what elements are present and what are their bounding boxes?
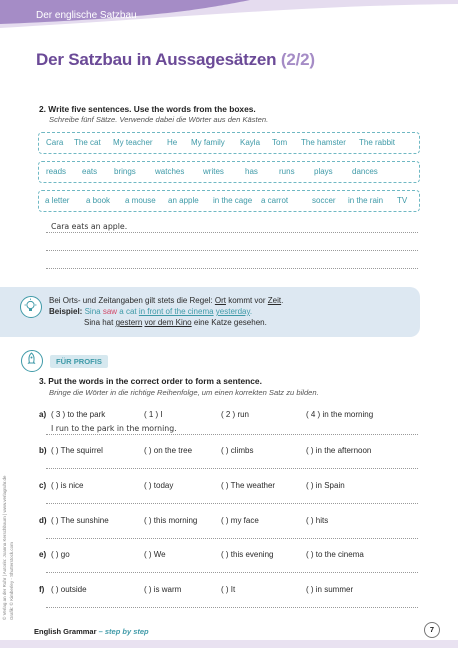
footer-stripe xyxy=(0,640,458,648)
rule-example-verb: saw xyxy=(102,307,118,316)
rule-text: . xyxy=(281,296,284,305)
word-chip: a mouse xyxy=(125,196,156,205)
page-title-part: (2/2) xyxy=(280,50,315,69)
word-chip: a carrot xyxy=(261,196,289,205)
page-number: 7 xyxy=(424,622,440,638)
word-chip: eats xyxy=(82,167,98,176)
rule-example-time: yesterday xyxy=(215,307,250,316)
word-chip: My family xyxy=(191,138,225,147)
word-chip: Kayla xyxy=(240,138,261,147)
word-item[interactable]: ( ) this morning xyxy=(144,516,198,525)
word-chip: brings xyxy=(114,167,136,176)
rule-line xyxy=(49,296,283,305)
word-item[interactable]: ( 3 ) to the park xyxy=(51,410,106,419)
answer-line[interactable] xyxy=(46,250,418,251)
copyright-text: © Verlag an der Ruhr | Autorin: Joanna Kerschbaum | www.verlagruhr.de xyxy=(2,475,7,620)
rule-example-place: vor dem Kino xyxy=(144,318,192,327)
exercise-3-title: 3. Put the words in the correct order to form a sentence. xyxy=(39,376,262,386)
word-item[interactable]: ( ) in the afternoon xyxy=(306,446,372,455)
word-item[interactable]: ( ) The squirrel xyxy=(51,446,103,455)
word-item[interactable]: ( ) my face xyxy=(221,516,259,525)
header-bar xyxy=(0,0,458,28)
word-chip: in the rain xyxy=(348,196,384,205)
row-letter: c) xyxy=(39,481,47,490)
word-item[interactable]: ( 4 ) in the morning xyxy=(306,410,374,419)
answer-line[interactable] xyxy=(46,503,418,504)
word-chip: an apple xyxy=(168,196,199,205)
word-item[interactable]: ( 2 ) run xyxy=(221,410,250,419)
rule-example-en xyxy=(49,307,252,316)
answer-line[interactable] xyxy=(46,468,418,469)
word-chip: My teacher xyxy=(113,138,153,147)
word-chip: has xyxy=(245,167,258,176)
example-answer: I run to the park in the morning. xyxy=(51,424,177,433)
word-item[interactable]: ( ) is nice xyxy=(51,481,84,490)
word-chip: Tom xyxy=(272,138,288,147)
answer-line[interactable] xyxy=(46,434,418,435)
rule-text: kommt vor xyxy=(225,296,268,305)
word-chip: The hamster xyxy=(301,138,346,147)
example-answer: Cara eats an apple. xyxy=(51,222,128,231)
rule-example-de xyxy=(84,318,267,327)
row-letter: e) xyxy=(39,550,47,559)
word-chip: writes xyxy=(203,167,224,176)
word-chip: He xyxy=(167,138,178,147)
credit-text: Grafik: © Kimberley - Shutterstock.com xyxy=(9,542,14,620)
word-box-verbs xyxy=(38,161,420,183)
rule-ort: Ort xyxy=(214,296,226,305)
word-item[interactable]: ( ) this evening xyxy=(221,550,274,559)
word-chip: The rabbit xyxy=(359,138,396,147)
footer-brand-name: English Grammar xyxy=(34,627,97,636)
word-item[interactable]: ( ) to the cinema xyxy=(306,550,364,559)
word-chip: dances xyxy=(352,167,378,176)
rule-example-text: eine Katze gesehen. xyxy=(191,318,267,327)
word-item[interactable]: ( ) go xyxy=(51,550,70,559)
word-item[interactable]: ( 1 ) I xyxy=(144,410,163,419)
row-letter: b) xyxy=(39,446,47,455)
rule-zeit: Zeit xyxy=(267,296,282,305)
exercise-2-subtitle: Schreibe fünf Sätze. Verwende dabei die Wörter aus den Kästen. xyxy=(49,115,269,124)
word-item[interactable]: ( ) today xyxy=(144,481,174,490)
footer-tagline: step by step xyxy=(104,627,149,636)
lightbulb-icon xyxy=(20,296,42,318)
section-label: Der englische Satzbau xyxy=(36,10,137,21)
word-chip: plays xyxy=(314,167,333,176)
word-item[interactable]: ( ) climbs xyxy=(221,446,254,455)
rocket-icon xyxy=(21,350,43,372)
word-chip: in the cage xyxy=(213,196,253,205)
word-box-subjects xyxy=(38,132,420,154)
rule-example-text: a cat xyxy=(117,307,139,316)
word-chip: watches xyxy=(155,167,185,176)
word-item[interactable]: ( ) in summer xyxy=(306,585,354,594)
lightbulb-icon-svg xyxy=(21,297,40,316)
word-chip: reads xyxy=(46,167,67,176)
row-letter: d) xyxy=(39,516,47,525)
word-item[interactable]: ( ) The sunshine xyxy=(51,516,109,525)
answer-line[interactable] xyxy=(46,232,418,233)
rule-example-place: in front of the cinema xyxy=(138,307,214,316)
profis-badge: FÜR PROFIS xyxy=(50,355,108,368)
answer-line[interactable] xyxy=(46,572,418,573)
word-item[interactable]: ( ) on the tree xyxy=(144,446,193,455)
word-box-objects xyxy=(38,190,420,212)
footer-dash: – xyxy=(96,627,105,636)
rule-text: Bei Orts- und Zeitangaben gilt stets die Regel: xyxy=(49,296,215,305)
row-letter: f) xyxy=(39,585,45,594)
rocket-icon-svg xyxy=(22,351,41,370)
word-chip: a book xyxy=(86,196,111,205)
word-item[interactable]: ( ) The weather xyxy=(221,481,276,490)
answer-line[interactable] xyxy=(46,607,418,608)
word-item[interactable]: ( ) in Spain xyxy=(306,481,345,490)
answer-line[interactable] xyxy=(46,538,418,539)
word-item[interactable]: ( ) hits xyxy=(306,516,329,525)
word-item[interactable]: ( ) We xyxy=(144,550,166,559)
word-item[interactable]: ( ) It xyxy=(221,585,236,594)
beispiel-label: Beispiel: xyxy=(49,307,83,316)
word-chip: Cara xyxy=(46,138,64,147)
word-chip: TV xyxy=(397,196,408,205)
answer-line[interactable] xyxy=(46,268,418,269)
rule-example-text: Sina xyxy=(84,307,103,316)
exercise-3-subtitle: Bringe die Wörter in die richtige Reihenfolge, um einen korrekten Satz zu bilden. xyxy=(49,388,319,397)
word-item[interactable]: ( ) is warm xyxy=(144,585,182,594)
word-chip: a letter xyxy=(45,196,70,205)
exercise-2-title: 2. Write five sentences. Use the words from the boxes. xyxy=(39,104,256,114)
rule-example-text: . xyxy=(249,307,253,316)
word-chip: The cat xyxy=(74,138,101,147)
word-item[interactable]: ( ) outside xyxy=(51,585,87,594)
page-title xyxy=(36,50,315,70)
word-chip: soccer xyxy=(312,196,336,205)
rule-example-text: Sina hat xyxy=(84,318,116,327)
rule-example-time: gestern xyxy=(115,318,143,327)
word-chip: runs xyxy=(279,167,295,176)
page-title-main: Der Satzbau in Aussagesätzen xyxy=(36,50,277,69)
row-letter: a) xyxy=(39,410,47,419)
footer-brand xyxy=(34,627,149,636)
